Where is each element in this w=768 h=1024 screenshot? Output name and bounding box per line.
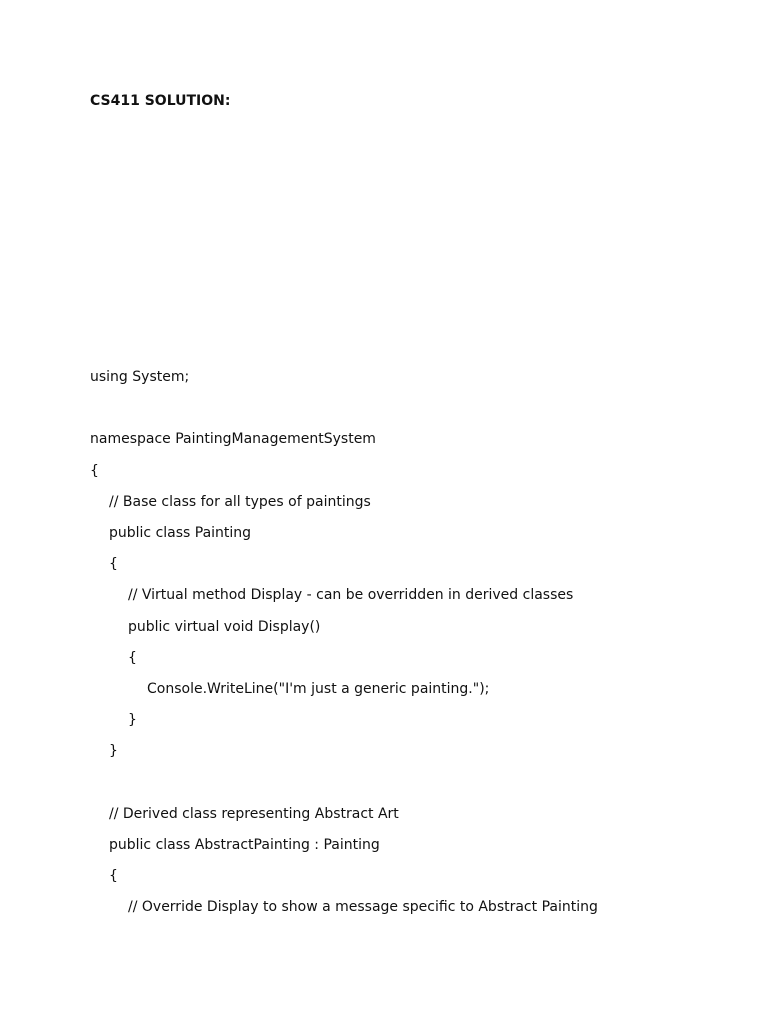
code-line-console-writeline: Console.WriteLine("I'm just a generic painting."); <box>147 680 490 697</box>
code-line-close-brace: } <box>109 743 118 760</box>
code-line-open-brace: { <box>128 649 137 666</box>
code-line-class-abstract-painting: public class AbstractPainting : Painting <box>109 836 380 853</box>
code-line-comment-virtual-method: // Virtual method Display - can be overridden in derived classes <box>128 587 574 604</box>
document-title: CS411 SOLUTION: <box>90 93 231 109</box>
code-line-open-brace: { <box>90 462 99 479</box>
code-line-blank <box>90 767 598 798</box>
code-line-close-brace: } <box>128 712 137 729</box>
code-line-blank <box>90 393 598 424</box>
code-line-open-brace: { <box>109 868 118 884</box>
code-line-open-brace: { <box>109 556 118 573</box>
code-line-comment-derived-class: // Derived class representing Abstract Art <box>109 805 399 822</box>
code-line-class-painting: public class Painting <box>109 524 252 541</box>
code-line-using: using System; <box>90 369 190 385</box>
code-line-namespace: namespace PaintingManagementSystem <box>90 431 376 448</box>
code-line-method-display: public virtual void Display() <box>128 618 321 635</box>
code-line-comment-override-display: // Override Display to show a message specific to Abstract Painting <box>128 899 598 916</box>
code-block <box>90 362 598 923</box>
code-line-comment-base-class: // Base class for all types of paintings <box>109 493 371 510</box>
